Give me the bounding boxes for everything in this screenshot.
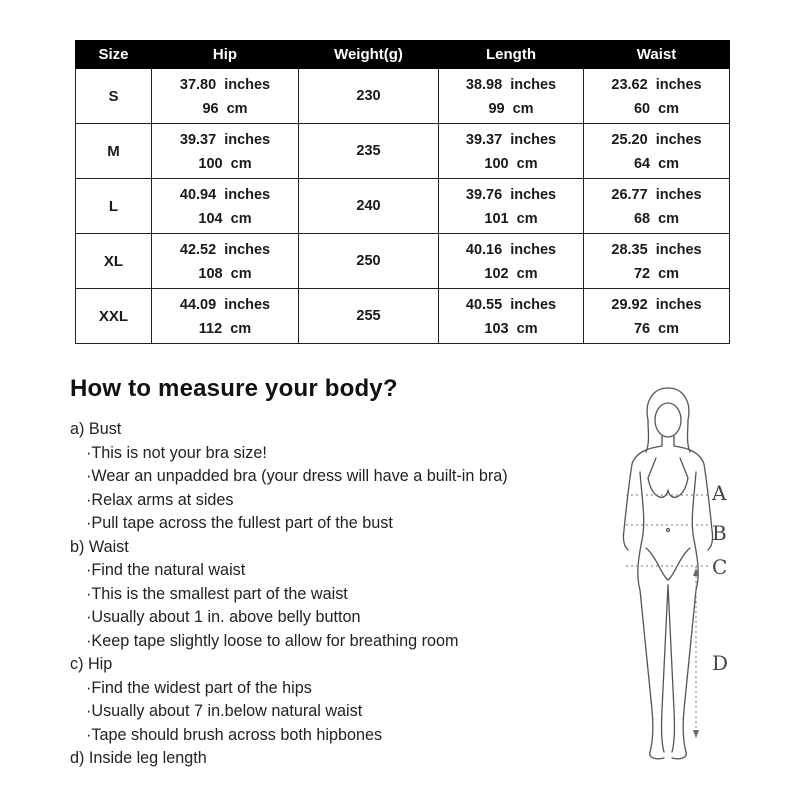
guide-step: ·Find the natural waist [86, 561, 246, 579]
hip-inches: 37.80 inches [179, 77, 271, 93]
header-hip: Hip [152, 41, 299, 69]
header-size: Size [76, 41, 152, 69]
hip-cm: 104 cm [198, 211, 252, 227]
label-c: C [712, 555, 728, 579]
table-row [76, 124, 730, 179]
hip-cm: 112 cm [198, 321, 252, 337]
hip-inches: 39.37 inches [179, 132, 271, 148]
length-inches: 40.16 inches [465, 242, 557, 258]
header-weight: Weight(g) [299, 41, 439, 69]
guide-title: How to measure your body? [70, 375, 398, 402]
hip-cell [152, 179, 299, 234]
guide-step: ·Tape should brush across both hipbones [86, 725, 383, 744]
guide-step: ·Usually about 7 in.below natural waist [86, 702, 363, 720]
hip-inches: 42.52 inches [179, 242, 271, 258]
length-cm: 102 cm [484, 266, 538, 282]
waist-inches: 23.62 inches [611, 77, 702, 93]
hip-cm: 96 cm [202, 101, 248, 117]
length-inches: 40.55 inches [465, 297, 557, 313]
hip-cell [152, 289, 299, 344]
table-row [76, 234, 730, 289]
hip-inches: 44.09 inches [179, 297, 271, 313]
waist-cm: 72 cm [633, 266, 680, 282]
length-cell [439, 289, 584, 344]
length-cm: 100 cm [484, 156, 538, 172]
guide-heading-hip: c) Hip [70, 655, 113, 673]
length-cell [439, 69, 584, 124]
weight-value: 240 [299, 179, 439, 234]
guide-heading-waist: b) Waist [70, 537, 129, 556]
length-inches: 39.37 inches [465, 132, 557, 148]
hip-cell [152, 124, 299, 179]
waist-cm: 60 cm [633, 101, 680, 117]
table-header-row [76, 41, 730, 69]
weight-value: 230 [299, 69, 439, 124]
header-waist: Waist [584, 41, 730, 69]
hip-cell [152, 69, 299, 124]
waist-inches: 28.35 inches [611, 242, 702, 258]
guide-step: ·Wear an unpadded bra (your dress will have a built-in bra) [86, 467, 508, 485]
guide-step: ·This is not your bra size! [86, 443, 267, 462]
waist-cm: 76 cm [633, 321, 680, 337]
size-value: L [76, 179, 152, 234]
waist-inches: 29.92 inches [611, 297, 702, 313]
waist-cell [584, 124, 730, 179]
hip-cell [152, 234, 299, 289]
guide-step: ·Relax arms at sides [86, 490, 234, 509]
size-value: XXL [76, 289, 152, 344]
waist-cell [584, 179, 730, 234]
body-outline-illustration [596, 380, 746, 780]
header-length: Length [439, 41, 584, 69]
waist-cm: 68 cm [633, 211, 680, 227]
size-value: M [76, 124, 152, 179]
weight-value: 255 [299, 289, 439, 344]
waist-inches: 26.77 inches [611, 187, 702, 203]
body-measurement-figure [596, 380, 746, 780]
guide-step: ·This is the smallest part of the waist [86, 584, 348, 603]
waist-cm: 64 cm [633, 156, 680, 172]
size-chart-table [75, 40, 730, 344]
guide-step: ·Find the widest part of the hips [86, 678, 312, 697]
length-cm: 99 cm [488, 101, 534, 117]
waist-inches: 25.20 inches [611, 132, 702, 148]
length-inches: 39.76 inches [465, 187, 557, 203]
hip-cm: 100 cm [198, 156, 252, 172]
size-value: XL [76, 234, 152, 289]
guide-list [70, 418, 590, 771]
label-a: A [712, 481, 727, 505]
guide-step: ·Usually about 1 in. above belly button [86, 608, 361, 626]
waist-cell [584, 289, 730, 344]
label-b: B [712, 521, 727, 545]
length-cell [439, 234, 584, 289]
guide-heading-bust: a) Bust [70, 420, 122, 438]
guide-step: ·Keep tape slightly loose to allow for breathing room [86, 631, 459, 650]
waist-cell [584, 69, 730, 124]
size-value: S [76, 69, 152, 124]
guide-heading-inside-leg: d) Inside leg length [70, 749, 207, 767]
table-row [76, 69, 730, 124]
length-cm: 101 cm [484, 211, 538, 227]
hip-inches: 40.94 inches [179, 187, 271, 203]
table-row [76, 179, 730, 234]
hip-cm: 108 cm [198, 266, 252, 282]
length-inches: 38.98 inches [465, 77, 557, 93]
table-row [76, 289, 730, 344]
label-d: D [712, 651, 729, 675]
length-cell [439, 179, 584, 234]
weight-value: 235 [299, 124, 439, 179]
length-cell [439, 124, 584, 179]
weight-value: 250 [299, 234, 439, 289]
waist-cell [584, 234, 730, 289]
length-cm: 103 cm [484, 321, 538, 337]
measurement-guide [70, 374, 590, 771]
guide-step: ·Pull tape across the fullest part of the bust [86, 514, 393, 532]
